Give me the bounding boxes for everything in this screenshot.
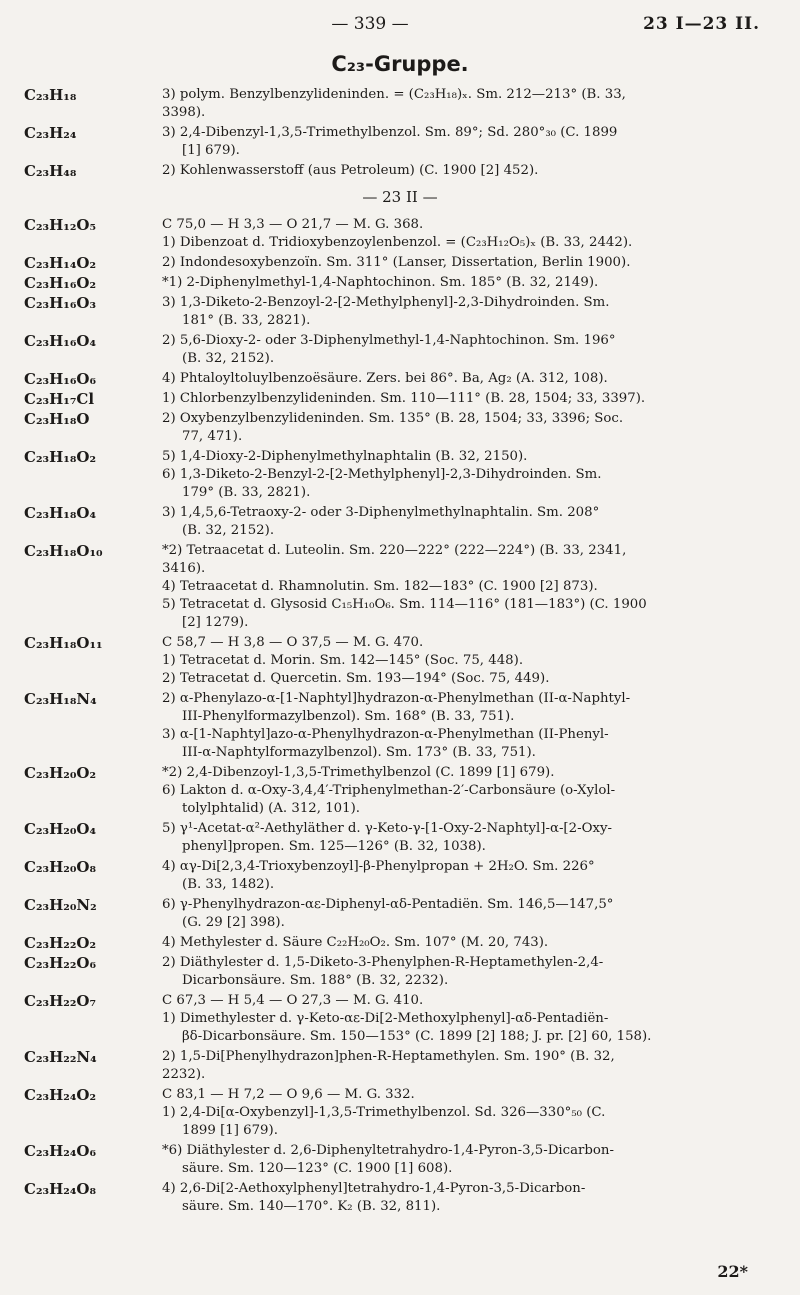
compound-entry <box>0 1086 800 1140</box>
compound-entry <box>0 690 800 762</box>
compound-lines <box>162 124 777 160</box>
compound-lines <box>162 634 777 688</box>
compound-entry <box>0 410 800 446</box>
compound-lines <box>162 332 777 368</box>
compound-line: [1] 679). <box>182 143 240 158</box>
compound-line: tolylphtalid) (A. 312, 101). <box>182 801 361 816</box>
compound-entry <box>0 124 800 160</box>
compound-line: 3416). <box>162 561 206 576</box>
compound-formula: C₂₃H₂₀N₂ <box>24 896 97 914</box>
compound-entry <box>0 216 800 252</box>
compound-line: 4) αγ-Di[2,3,4-Trioxybenzoyl]-β-Phenylpropan + 2H₂O. Sm. 226° <box>162 859 595 874</box>
compound-line: 2) 1,5-Di[Phenylhydrazon]phen-R-Heptamethylen. Sm. 190° (B. 32, <box>162 1049 615 1064</box>
compound-line: 6) 1,3-Diketo-2-Benzyl-2-[2-Methylphenyl]-2,3-Dihydroinden. Sm. <box>162 467 602 482</box>
compound-formula: C₂₃H₄₈ <box>24 162 77 180</box>
compound-line: [2] 1279). <box>182 615 249 630</box>
compound-formula: C₂₃H₂₄O₆ <box>24 1142 97 1160</box>
compound-formula: C₂₃H₁₆O₂ <box>24 274 97 292</box>
compound-line: *2) 2,4-Dibenzoyl-1,3,5-Trimethylbenzol (C. 1899 [1] 679). <box>162 765 555 780</box>
compound-line: 1) Dimethylester d. γ-Keto-αε-Di[2-Methoxylphenyl]-αδ-Pentadiën- <box>162 1011 609 1026</box>
compound-line: 5) 1,4-Dioxy-2-Diphenylmethylnaphtalin (B. 32, 2150). <box>162 449 528 464</box>
compound-formula: C₂₃H₂₂O₇ <box>24 992 97 1010</box>
compound-entry <box>0 934 800 952</box>
compound-formula: C₂₃H₁₈O₄ <box>24 504 97 522</box>
compound-line: *1) 2-Diphenylmethyl-1,4-Naphtochinon. Sm. 185° (B. 32, 2149). <box>162 275 599 290</box>
compound-line: 1899 [1] 679). <box>182 1123 278 1138</box>
compound-formula: C₂₃H₂₀O₈ <box>24 858 97 876</box>
compound-formula: C₂₃H₁₆O₆ <box>24 370 97 388</box>
compound-entry <box>0 896 800 932</box>
compound-line: 3) 1,3-Diketo-2-Benzoyl-2-[2-Methylphenyl]-2,3-Dihydroinden. Sm. <box>162 295 610 310</box>
compound-lines <box>162 1142 777 1178</box>
compound-lines <box>162 690 777 762</box>
compound-formula: C₂₃H₁₆O₃ <box>24 294 97 312</box>
compound-formula: C₂₃H₂₀O₄ <box>24 820 97 838</box>
compound-formula: C₂₃H₁₂O₅ <box>24 216 97 234</box>
compound-lines <box>162 294 777 330</box>
compound-line: (B. 32, 2152). <box>182 351 275 366</box>
compound-line: 2) α-Phenylazo-α-[1-Naphtyl]hydrazon-α-Phenylmethan (II-α-Naphtyl- <box>162 691 631 706</box>
compound-entry <box>0 1048 800 1084</box>
compound-entry <box>0 820 800 856</box>
compound-entry <box>0 1180 800 1216</box>
compound-line: säure. Sm. 120—123° (C. 1900 [1] 608). <box>182 1161 453 1176</box>
compound-entry <box>0 294 800 330</box>
compound-line: 5) Tetracetat d. Glysosid C₁₅H₁₀O₆. Sm. 114—116° (181—183°) (C. 1900 <box>162 597 647 612</box>
compound-line: 3) α-[1-Naphtyl]azo-α-Phenylhydrazon-α-Phenylmethan (II-Phenyl- <box>162 727 609 742</box>
compound-line: 5) γ¹-Acetat-α²-Aethyläther d. γ-Keto-γ-[1-Oxy-2-Naphtyl]-α-[2-Oxy- <box>162 821 612 836</box>
compound-lines <box>162 448 777 502</box>
compound-entry <box>0 954 800 990</box>
compound-entry <box>0 992 800 1046</box>
compound-line: 2) Diäthylester d. 1,5-Diketo-3-Phenylphen-R-Heptamethylen-2,4- <box>162 955 604 970</box>
compound-line: 2232). <box>162 1067 206 1082</box>
compound-lines <box>162 858 777 894</box>
compound-formula: C₂₃H₁₈O₂ <box>24 448 97 466</box>
compound-line: 1) Chlorbenzylbenzylideninden. Sm. 110—111° (B. 28, 1504; 33, 3397). <box>162 391 646 406</box>
compound-line: 3) 1,4,5,6-Tetraoxy-2- oder 3-Diphenylmethylnaphtalin. Sm. 208° <box>162 505 600 520</box>
compound-formula: C₂₃H₁₈O₁₀ <box>24 542 103 560</box>
compound-entry <box>0 162 800 180</box>
compound-line: *2) Tetraacetat d. Luteolin. Sm. 220—222° (222—224°) (B. 33, 2341, <box>162 543 627 558</box>
compound-line: 3) 2,4-Dibenzyl-1,3,5-Trimethylbenzol. Sm. 89°; Sd. 280°₃₀ (C. 1899 <box>162 125 618 140</box>
compound-lines <box>162 162 777 180</box>
compound-line: 1) Tetracetat d. Morin. Sm. 142—145° (Soc. 75, 448). <box>162 653 524 668</box>
compound-entry <box>0 448 800 502</box>
compound-entry <box>0 390 800 408</box>
compound-formula: C₂₃H₁₈ <box>24 86 77 104</box>
compound-formula: C₂₃H₁₆O₄ <box>24 332 97 350</box>
footer-signature: 22* <box>717 1262 748 1281</box>
compound-line: 181° (B. 33, 2821). <box>182 313 311 328</box>
compound-formula: C₂₃H₁₄O₂ <box>24 254 97 272</box>
compound-line: (B. 33, 1482). <box>182 877 275 892</box>
compound-line: 4) Phtaloyltoluylbenzoësäure. Zers. bei 86°. Ba, Ag₂ (A. 312, 108). <box>162 371 608 386</box>
compound-formula: C₂₃H₂₂N₄ <box>24 1048 97 1066</box>
compound-formula: C₂₃H₁₈N₄ <box>24 690 97 708</box>
compound-formula: C₂₃H₂₄O₂ <box>24 1086 97 1104</box>
compound-entry <box>0 274 800 292</box>
compound-lines <box>162 1180 777 1216</box>
compound-line: 179° (B. 33, 2821). <box>182 485 311 500</box>
compound-line: 2) Indondesoxybenzoïn. Sm. 311° (Lanser, Dissertation, Berlin 1900). <box>162 255 631 270</box>
compound-line: phenyl]propen. Sm. 125—126° (B. 32, 1038). <box>182 839 486 854</box>
compound-line: 6) Lakton d. α-Oxy-3,4,4′-Triphenylmethan-2′-Carbonsäure (o-Xylol- <box>162 783 616 798</box>
compound-line: 3398). <box>162 105 206 120</box>
compound-entry <box>0 370 800 388</box>
compound-lines <box>162 896 777 932</box>
compound-lines <box>162 390 777 408</box>
compound-formula: C₂₃H₁₈O₁₁ <box>24 634 103 652</box>
compound-formula: C₂₃H₂₂O₂ <box>24 934 97 952</box>
entries-section-ii <box>0 216 800 1216</box>
compound-lines <box>162 504 777 540</box>
compound-line: C 67,3 — H 5,4 — O 27,3 — M. G. 410. <box>162 993 424 1008</box>
compound-formula: C₂₃H₂₄ <box>24 124 77 142</box>
compound-lines <box>162 86 777 122</box>
compound-line: 4) Methylester d. Säure C₂₂H₂₀O₂. Sm. 107° (M. 20, 743). <box>162 935 549 950</box>
compound-formula: C₂₃H₁₈O <box>24 410 90 428</box>
compound-line: (G. 29 [2] 398). <box>182 915 285 930</box>
compound-line: III-α-Naphtylformazylbenzol). Sm. 173° (B. 33, 751). <box>182 745 536 760</box>
page-number: — 339 — <box>331 14 409 34</box>
compound-entry <box>0 86 800 122</box>
compound-line: 1) 2,4-Di[α-Oxybenzyl]-1,3,5-Trimethylbenzol. Sd. 326—330°₅₀ (C. <box>162 1105 606 1120</box>
compound-lines <box>162 820 777 856</box>
compound-line: III-Phenylformazylbenzol). Sm. 168° (B. 33, 751). <box>182 709 515 724</box>
compound-line: C 83,1 — H 7,2 — O 9,6 — M. G. 332. <box>162 1087 415 1102</box>
compound-entry <box>0 764 800 818</box>
compound-line: βδ-Dicarbonsäure. Sm. 150—153° (C. 1899 [2] 188; J. pr. [2] 60, 158). <box>182 1029 652 1044</box>
compound-lines <box>162 934 777 952</box>
compound-line: Dicarbonsäure. Sm. 188° (B. 32, 2232). <box>182 973 449 988</box>
compound-entry <box>0 634 800 688</box>
compound-line: 2) Tetracetat d. Quercetin. Sm. 193—194° (Soc. 75, 449). <box>162 671 550 686</box>
compound-lines <box>162 542 777 632</box>
compound-line: säure. Sm. 140—170°. K₂ (B. 32, 811). <box>182 1199 441 1214</box>
compound-line: 6) γ-Phenylhydrazon-αε-Diphenyl-αδ-Pentadiën. Sm. 146,5—147,5° <box>162 897 614 912</box>
compound-lines <box>162 254 777 272</box>
group-title: C₂₃-Gruppe. <box>331 52 469 76</box>
compound-line: 2) Kohlenwasserstoff (aus Petroleum) (C. 1900 [2] 452). <box>162 163 539 178</box>
compound-lines <box>162 370 777 388</box>
compound-lines <box>162 1048 777 1084</box>
page-header <box>0 14 800 42</box>
compound-lines <box>162 764 777 818</box>
compound-lines <box>162 410 777 446</box>
compound-entry <box>0 504 800 540</box>
compound-entry <box>0 542 800 632</box>
compound-lines <box>162 954 777 990</box>
compound-line: C 75,0 — H 3,3 — O 21,7 — M. G. 368. <box>162 217 424 232</box>
compound-lines <box>162 992 777 1046</box>
compound-entry <box>0 254 800 272</box>
compound-line: (B. 32, 2152). <box>182 523 275 538</box>
entries-section-i <box>0 86 800 180</box>
compound-entry <box>0 858 800 894</box>
compound-lines <box>162 216 777 252</box>
section-subheading: — 23 II — <box>362 188 438 206</box>
compound-line: 2) Oxybenzylbenzylideninden. Sm. 135° (B. 28, 1504; 33, 3396; Soc. <box>162 411 624 426</box>
compound-line: 1) Dibenzoat d. Tridioxybenzoylenbenzol. = (C₂₃H₁₂O₅)ₓ (B. 33, 2442). <box>162 235 633 250</box>
compound-line: 4) Tetraacetat d. Rhamnolutin. Sm. 182—183° (C. 1900 [2] 873). <box>162 579 598 594</box>
compound-formula: C₂₃H₂₄O₈ <box>24 1180 97 1198</box>
compound-line: *6) Diäthylester d. 2,6-Diphenyltetrahydro-1,4-Pyron-3,5-Dicarbon- <box>162 1143 614 1158</box>
compound-formula: C₂₃H₂₂O₆ <box>24 954 97 972</box>
compound-entry <box>0 332 800 368</box>
section-range: 23 I—23 II. <box>643 14 760 34</box>
entries-list <box>0 86 800 1218</box>
compound-entry <box>0 1142 800 1178</box>
compound-formula: C₂₃H₁₇Cl <box>24 390 95 408</box>
compound-formula: C₂₃H₂₀O₂ <box>24 764 97 782</box>
compound-line: 2) 5,6-Dioxy-2- oder 3-Diphenylmethyl-1,4-Naphtochinon. Sm. 196° <box>162 333 616 348</box>
compound-line: 3) polym. Benzylbenzylideninden. = (C₂₃H₁₈)ₓ. Sm. 212—213° (B. 33, <box>162 87 626 102</box>
compound-line: 4) 2,6-Di[2-Aethoxylphenyl]tetrahydro-1,4-Pyron-3,5-Dicarbon- <box>162 1181 586 1196</box>
compound-lines <box>162 1086 777 1140</box>
compound-lines <box>162 274 777 292</box>
compound-line: C 58,7 — H 3,8 — O 37,5 — M. G. 470. <box>162 635 424 650</box>
compound-line: 77, 471). <box>182 429 243 444</box>
